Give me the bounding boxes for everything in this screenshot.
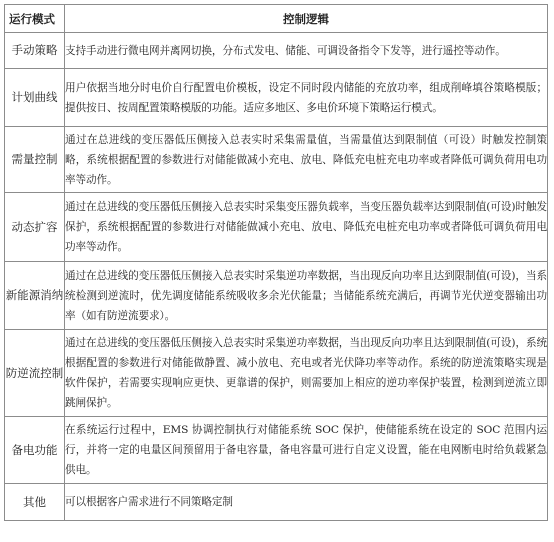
mode-cell: 需量控制 [5, 127, 65, 193]
logic-cell: 通过在总进线的变压器低压侧接入总表实时采集需量值，当需量值达到限制值（可设）时触发控制策略，系统根据配置的参数进行对储能做减小充电、放电、降低充电桩充电功率或者降低可调负荷用电功率等动作。 [65, 127, 548, 193]
table-row [5, 417, 548, 484]
table-row [5, 193, 548, 262]
logic-cell: 通过在总进线的变压器低压侧接入总表实时采集逆功率数据，当出现反向功率且达到限制值(可设)，系统根据配置的参数进行对储能做静置、减小放电、充电或者光伏降功率等动作。系统的防逆流策略实现是软件保护，若需要实现响应更快、更靠谱的保护，则需要加上相应的逆功率保护装置，检测到逆流立即跳闸保护。 [65, 330, 548, 417]
logic-cell: 可以根据客户需求进行不同策略定制 [65, 484, 548, 521]
table-row [5, 69, 548, 127]
logic-cell: 在系统运行过程中，EMS 协调控制执行对储能系统 SOC 保护，使储能系统在设定的 SOC 范围内运行，并将一定的电量区间预留用于备电容量，备电容量可进行自定义设置，能在电网断电时给负载紧急供电。 [65, 417, 548, 484]
mode-cell: 计划曲线 [5, 69, 65, 127]
table-header-row [5, 5, 548, 33]
table-row [5, 484, 548, 521]
mode-cell: 防逆流控制 [5, 330, 65, 417]
table-row [5, 127, 548, 193]
logic-cell: 通过在总进线的变压器低压侧接入总表实时采集变压器负载率，当变压器负载率达到限制值(可设)时触发保护，系统根据配置的参数进行对储能做减小充电、放电、降低充电桩充电功率或者降低可调负荷用电功率等动作。 [65, 193, 548, 262]
header-mode: 运行模式 [5, 5, 65, 33]
mode-cell: 手动策略 [5, 33, 65, 69]
logic-cell: 支持手动进行微电网并离网切换，分布式发电、储能、可调设备指令下发等，进行遥控等动作。 [65, 33, 548, 69]
strategy-table [4, 4, 548, 521]
mode-cell: 新能源消纳 [5, 262, 65, 330]
mode-cell: 备电功能 [5, 417, 65, 484]
logic-cell: 用户依据当地分时电价自行配置电价模板，设定不同时段内储能的充放功率，组成削峰填谷策略模版；提供按日、按周配置策略模版的功能。适应多地区、多电价环境下策略运行模式。 [65, 69, 548, 127]
table-row [5, 330, 548, 417]
table-row [5, 262, 548, 330]
header-logic: 控制逻辑 [65, 5, 548, 33]
mode-cell: 动态扩容 [5, 193, 65, 262]
logic-cell: 通过在总进线的变压器低压侧接入总表实时采集逆功率数据，当出现反向功率且达到限制值(可设)，当系统检测到逆流时，优先调度储能系统吸收多余光伏能量；当储能系统充满后，再调节光伏逆变器输出功率（如有防逆流要求）。 [65, 262, 548, 330]
table-row [5, 33, 548, 69]
mode-cell: 其他 [5, 484, 65, 521]
